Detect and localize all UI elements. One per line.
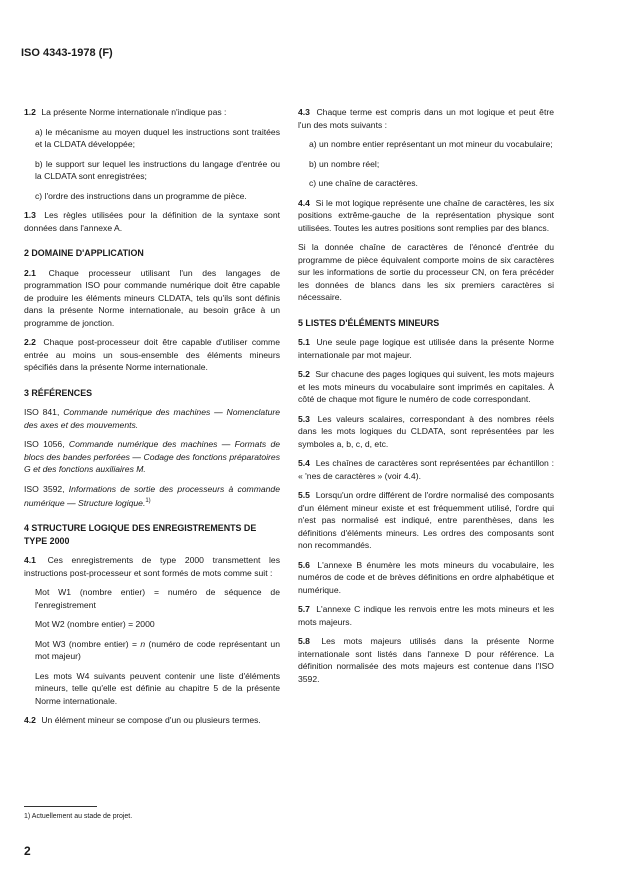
paragraph-5-6: 5.6 L'annexe B énumère les mots mineurs du vocabulaire, les numéros de code et de brèves définitions en ordre alphabétique et numérique. xyxy=(298,559,555,595)
footnote-rule xyxy=(24,806,97,807)
paragraph-2-1: 2.1 Chaque processeur utilisant l'un des langages de programmation ISO pour commande numérique doit être capable de produire les éléments mineurs CLDATA, tels qu'ils sont définis dans la présente Norme internationale, au besoin grâce à un programme de jonction. xyxy=(24,267,280,328)
paragraph-4-4: 4.4 Si le mot logique représente une chaîne de caractères, les six positions extrême-gauche de la représentation physique sont utilisées. Toutes les autres positions sont remplies par des blancs. xyxy=(298,197,554,233)
heading-section-5: 5 LISTES D'ÉLÉMENTS MINEURS xyxy=(298,317,440,328)
paragraph-5-7: 5.7 L'annexe C indique les renvois entre les mots mineurs et les mots majeurs. xyxy=(298,604,554,627)
reference-iso-841: ISO 841, Commande numérique des machines — Nomenclature des axes et des mouvements. xyxy=(24,407,281,430)
heading-section-4: 4 STRUCTURE LOGIQUE DES ENREGISTREMENTS DE TYPE 2000 xyxy=(24,523,257,546)
paragraph-4-1: 4.1 Ces enregistrements de type 2000 transmettent les instructions post-processeur et sont formés de mots comme suit : xyxy=(24,555,280,578)
list-item-4-3-a: a) un nombre entier représentant un mot mineur du vocabulaire; xyxy=(309,139,553,149)
paragraph-1-2: 1.2 La présente Norme internationale n'indique pas : xyxy=(24,107,227,117)
paragraph-5-4: 5.4 Les chaînes de caractères sont représentées par échantillon : « 'nes de caractères » (voir 4.4). xyxy=(298,458,554,481)
list-item-1-2-a: a) le mécanisme au moyen duquel les instructions sont traitées et la CLDATA développée; xyxy=(35,126,280,149)
heading-section-3: 3 RÉFÉRENCES xyxy=(24,387,93,398)
paragraph-5-2: 5.2 Sur chacune des pages logiques qui suivent, les mots majeurs et les mots mineurs du vocabulaire sont imprimés en capitales. À côté de chaque mot figure le numéro de code correspondant. xyxy=(298,369,554,404)
document-header: ISO 4343-1978 (F) xyxy=(21,47,113,59)
paragraph-5-8: 5.8 Les mots majeurs utilisés dans la présente Norme internationale sont listés dans l'annexe D pour référence. La définition normalisée des mots majeurs est contenue dans l'ISO 3592. xyxy=(298,636,555,684)
page-number: 2 xyxy=(24,844,31,858)
list-item-1-2-b: b) le support sur lequel les instructions du langage d'entrée ou la CLDATA sont enregistrées; xyxy=(35,158,280,181)
word-w2: Mot W2 (nombre entier) = 2000 xyxy=(35,619,155,630)
left-column xyxy=(24,106,280,734)
paragraph-4-3: 4.3 Chaque terme est compris dans un mot logique et peut être l'un des mots suivants : xyxy=(298,107,554,130)
heading-section-2: 2 DOMAINE D'APPLICATION xyxy=(24,248,144,258)
list-item-4-3-b: b) un nombre réel; xyxy=(309,158,380,169)
paragraph-5-3: 5.3 Les valeurs scalaires, correspondant à des nombres réels dans les mots logiques du CLDATA, sont représentées par les symboles a, b, c, d, etc. xyxy=(298,413,554,449)
reference-iso-3592: ISO 3592, Informations de sortie des processeurs à commande numérique — Structure logique.$^{1)}$ xyxy=(24,483,280,508)
footnote: 1) Actuellement au stade de projet. xyxy=(24,813,133,820)
paragraph-4-2: 4.2 Un élément mineur se compose d'un ou plusieurs termes. xyxy=(24,715,261,726)
reference-iso-1056: ISO 1056, Commande numérique des machines — Formats de blocs des bandes perforées — Codage des fonctions préparatoires G et des fonctions auxiliaires M. xyxy=(24,439,280,474)
paragraph-5-5: 5.5 Lorsqu'un ordre différent de l'ordre normalisé des composants d'un élément mineur existe et est fréquemment utilisé, l'ordre qui n'est pas normalisé est indiqué, entre parenthèses, dans les définitions d'éléments mineurs. Les ordres des composants sont non recommandés. xyxy=(298,490,554,550)
paragraph-4-4-continued: Si la donnée chaîne de caractères de l'énoncé d'entrée du programme de pièce équivalent comporte moins de six caractères sur les informations de sortie du processeur CN, on fera précéder les données de blancs dans les six premiers caractères si nécessaire. xyxy=(298,242,554,302)
list-item-1-2-c: c) l'ordre des instructions dans un programme de pièce. xyxy=(35,190,247,201)
word-w1: Mot W1 (nombre entier) = numéro de séquence de l'enregistrement xyxy=(35,587,280,610)
right-column xyxy=(298,106,554,692)
list-item-4-3-c: c) une chaîne de caractères. xyxy=(309,178,418,188)
paragraph-1-3: 1.3 Les règles utilisées pour la définition de la syntaxe sont données dans l'annexe A. xyxy=(24,210,280,233)
paragraph-2-2: 2.2 Chaque post-processeur doit être capable d'utiliser comme entrée au moins un sous-ensemble des éléments mineurs spécifiés dans la présente Norme internationale. xyxy=(24,337,280,372)
paragraph-5-1: 5.1 Une seule page logique est utilisée dans la présente Norme internationale par mot majeur. xyxy=(298,337,554,360)
word-w4: Les mots W4 suivants peuvent contenir une liste d'éléments mineurs, telle qu'elle est définie au chapitre 5 de la présente Norme internationale. xyxy=(35,670,280,706)
word-w3: Mot W3 (nombre entier) = n (numéro de code représentant un mot majeur) xyxy=(35,638,280,662)
